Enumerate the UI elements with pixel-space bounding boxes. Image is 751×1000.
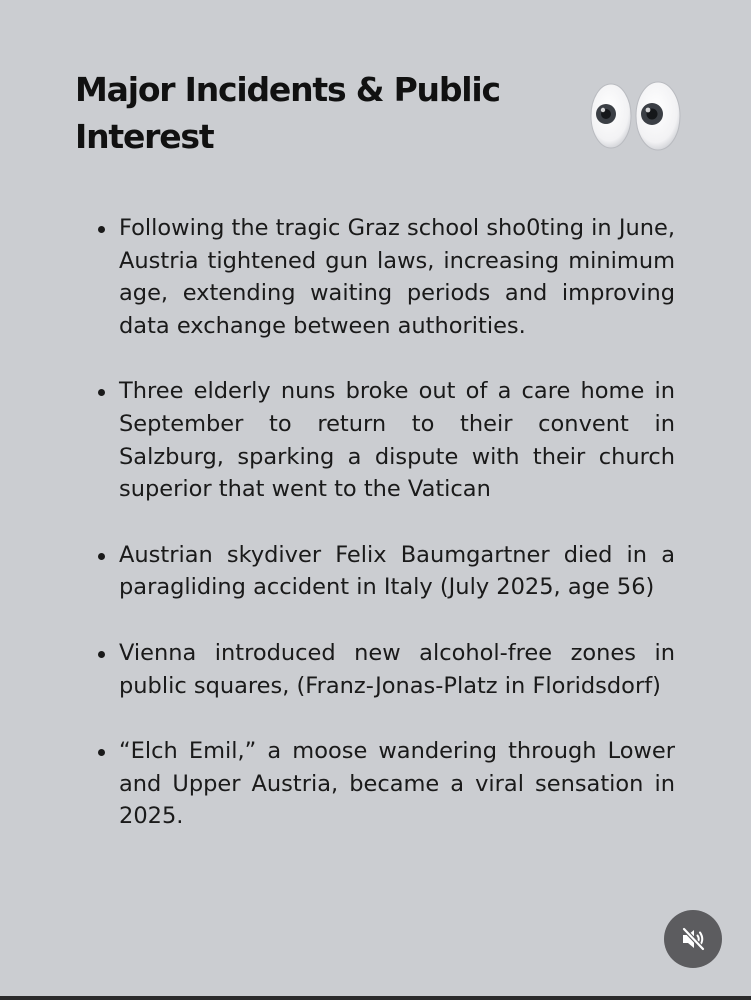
list-item: Vienna introduced new alcohol-free zones in public squares, (Franz-Jonas-Platz in Floridsdorf) — [95, 637, 675, 702]
eyes-emoji-icon — [588, 78, 688, 158]
bottom-divider — [0, 996, 751, 1000]
list-item: Three elderly nuns broke out of a care home in September to return to their convent in Salzburg, sparking a dispute with their church superior that went to the Vatican — [95, 375, 675, 505]
list-item: “Elch Emil,” a moose wandering through Lower and Upper Austria, became a viral sensation in 2025. — [95, 735, 675, 833]
list-item: Austrian skydiver Felix Baumgartner died in a paragliding accident in Italy (July 2025, age 56) — [95, 539, 675, 604]
mute-button[interactable] — [664, 910, 722, 968]
list-item: Following the tragic Graz school sho0ting in June, Austria tightened gun laws, increasing minimum age, extending waiting periods and improving data exchange between authorities. — [95, 212, 675, 342]
page-title: Major Incidents & Public Interest — [75, 70, 500, 156]
incident-list — [95, 212, 675, 866]
speaker-muted-icon — [679, 925, 707, 953]
